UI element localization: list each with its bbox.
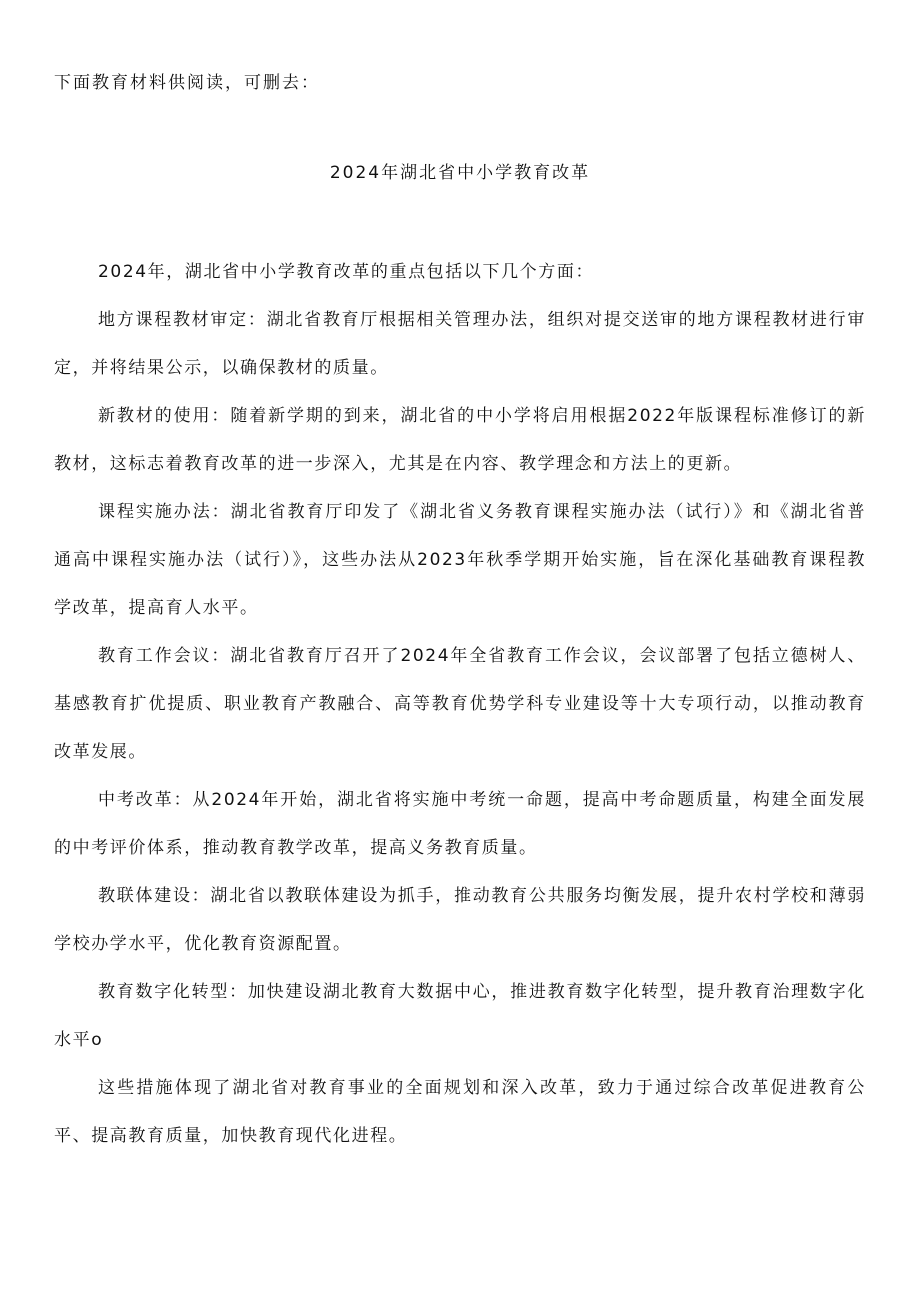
paragraph-textbook-review: 地方课程教材审定：湖北省教育厅根据相关管理办法，组织对提交送审的地方课程教材进行审定，并将结果公示，以确保教材的质量。	[54, 310, 866, 378]
paragraph-zhongkao-reform: 中考改革：从2024年开始，湖北省将实施中考统一命题，提高中考命题质量，构建全面发展的中考评价体系，推动教育教学改革，提高义务教育质量。	[54, 790, 866, 858]
paragraph-digital-transformation: 教育数字化转型：加快建设湖北教育大数据中心，推进教育数字化转型，提升教育治理数字化水平o	[54, 982, 866, 1050]
paragraph-curriculum-measures: 课程实施办法：湖北省教育厅印发了《湖北省义务教育课程实施办法（试行）》和《湖北省普通高中课程实施办法（试行）》，这些办法从2023年秋季学期开始实施，旨在深化基础教育课程教学改革，提高育人水平。	[54, 502, 866, 618]
document-title: 2024年湖北省中小学教育改革	[329, 163, 591, 183]
document-body	[54, 248, 866, 1160]
paragraph-work-conference: 教育工作会议：湖北省教育厅召开了2024年全省教育工作会议，会议部署了包括立德树人、基感教育扩优提质、职业教育产教融合、高等教育优势学科专业建设等十大专项行动，以推动教育改革发展。	[54, 646, 866, 762]
paragraph-school-alliance: 教联体建设：湖北省以教联体建设为抓手，推动教育公共服务均衡发展，提升农村学校和薄弱学校办学水平，优化教育资源配置。	[54, 886, 866, 954]
paragraph-conclusion: 这些措施体现了湖北省对教育事业的全面规划和深入改革，致力于通过综合改革促进教育公平、提高教育质量，加快教育现代化进程。	[54, 1078, 866, 1146]
paragraph-new-textbooks: 新教材的使用：随着新学期的到来，湖北省的中小学将启用根据2022年版课程标准修订的新教材，这标志着教育改革的进一步深入，尤其是在内容、教学理念和方法上的更新。	[54, 406, 866, 474]
reading-note: 下面教育材料供阅读，可删去：	[54, 73, 320, 93]
paragraph-intro: 2024年，湖北省中小学教育改革的重点包括以下几个方面：	[98, 262, 595, 282]
